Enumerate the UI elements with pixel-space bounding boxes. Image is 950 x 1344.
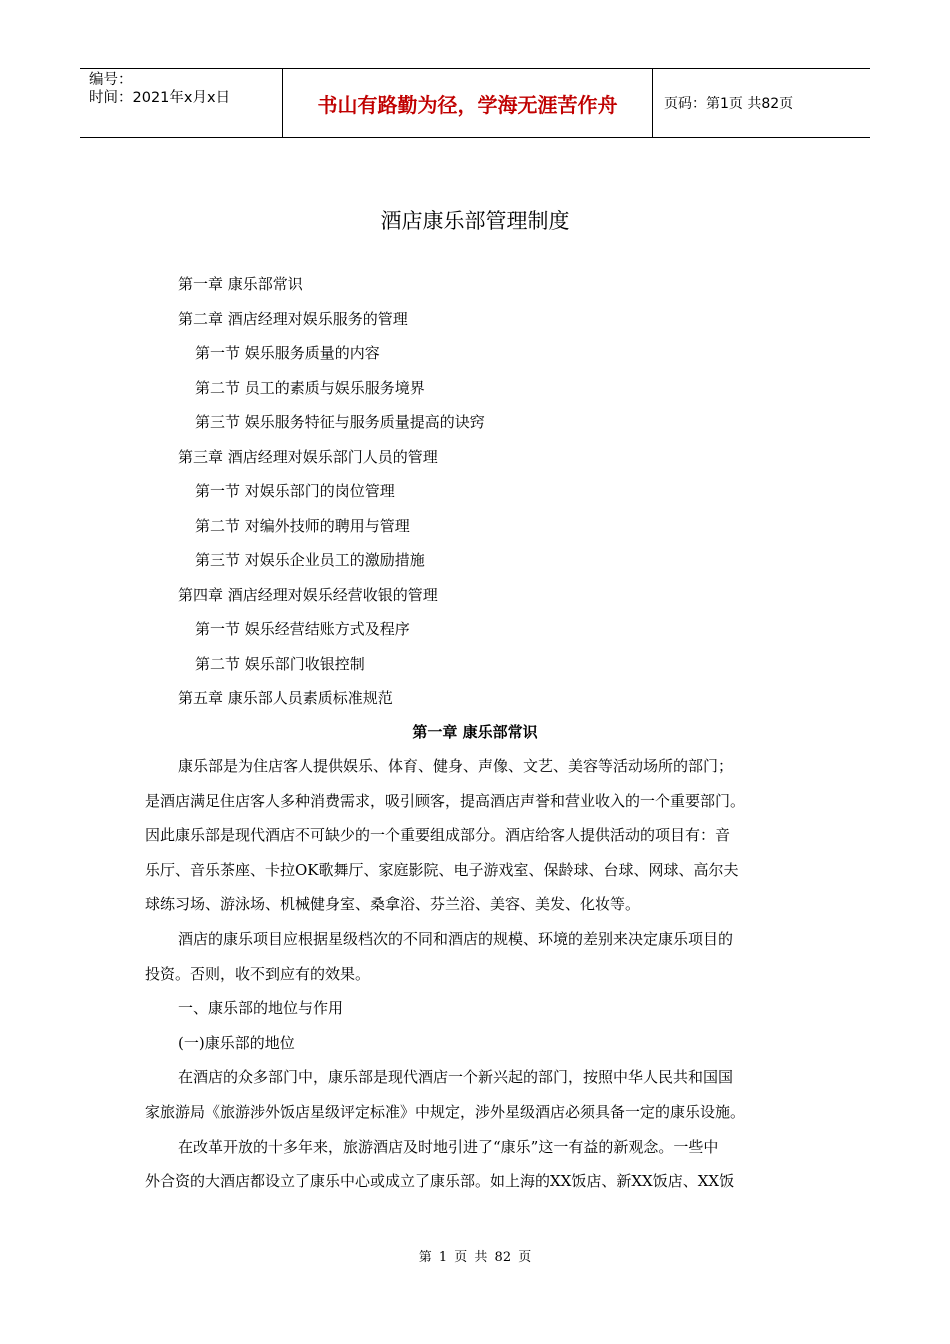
page-footer: 第 1 页 共 82 页 xyxy=(418,1250,532,1265)
body-line: 是酒店满足住店客人多种消费需求，吸引顾客，提高酒店声誉和营业收入的一个重要部门。 xyxy=(145,791,746,810)
header-motto-cell xyxy=(282,69,653,137)
toc-chapter: 第二章 酒店经理对娱乐服务的管理 xyxy=(178,309,408,328)
header-page-cell xyxy=(653,69,870,137)
toc-section: 第二节 娱乐部门收银控制 xyxy=(195,654,365,673)
body-line: 康乐部是为住店客人提供娱乐、体育、健身、声像、文艺、美容等活动场所的部门； xyxy=(178,757,734,775)
toc-section: 第一节 娱乐服务质量的内容 xyxy=(195,344,380,362)
toc-section: 第三节 对娱乐企业员工的激励措施 xyxy=(195,551,425,569)
number-label: 编号： xyxy=(89,72,133,88)
toc-section: 第一节 对娱乐部门的岗位管理 xyxy=(195,482,395,500)
time-label: 时间：2021年x月x日 xyxy=(89,90,231,106)
body-line: 乐厅、音乐茶座、卡拉OK歌舞厅、家庭影院、电子游戏室、保龄球、台球、网球、高尔夫 xyxy=(145,860,739,879)
body-line: 因此康乐部是现代酒店不可缺少的一个重要组成部分。酒店给客人提供活动的项目有：音 xyxy=(145,826,731,845)
chapter-heading: 第一章 康乐部常识 xyxy=(412,723,538,741)
body-line: 在改革开放的十多年来，旅游酒店及时地引进了“康乐”这一有益的新观念。一些中 xyxy=(178,1137,719,1156)
document-title: 酒店康乐部管理制度 xyxy=(380,209,570,233)
page-info: 页码：第1页 共82页 xyxy=(664,96,794,112)
toc-section: 第三节 娱乐服务特征与服务质量提高的诀窍 xyxy=(195,413,485,431)
body-line: 家旅游局《旅游涉外饭店星级评定标准》中规定，涉外星级酒店必须具备一定的康乐设施。 xyxy=(145,1103,746,1121)
motto-text: 书山有路勤为径，学海无涯苦作舟 xyxy=(317,92,618,117)
body-line: (一)康乐部的地位 xyxy=(178,1033,295,1052)
body-line: 外合资的大酒店都设立了康乐中心或成立了康乐部。如上海的XX饭店、新XX饭店、XX饭 xyxy=(145,1172,735,1191)
body-line: 在酒店的众多部门中，康乐部是现代酒店一个新兴起的部门，按照中华人民共和国国 xyxy=(178,1068,734,1087)
body-line: 投资。否则，收不到应有的效果。 xyxy=(145,964,371,983)
toc-chapter: 第一章 康乐部常识 xyxy=(178,275,303,293)
toc-chapter: 第五章 康乐部人员素质标准规范 xyxy=(178,689,393,707)
body-line: 酒店的康乐项目应根据星级档次的不同和酒店的规模、环境的差别来决定康乐项目的 xyxy=(178,930,734,948)
header-left-cell xyxy=(80,69,282,137)
toc-chapter: 第四章 酒店经理对娱乐经营收银的管理 xyxy=(178,585,438,604)
body-line: 一、康乐部的地位与作用 xyxy=(178,999,344,1018)
toc-section: 第二节 对编外技师的聘用与管理 xyxy=(195,516,410,535)
toc-section: 第二节 员工的素质与娱乐服务境界 xyxy=(195,378,425,397)
toc-chapter: 第三章 酒店经理对娱乐部门人员的管理 xyxy=(178,447,438,466)
toc-section: 第一节 娱乐经营结账方式及程序 xyxy=(195,620,410,638)
document-header xyxy=(80,68,870,138)
body-line: 球练习场、游泳场、机械健身室、桑拿浴、芬兰浴、美容、美发、化妆等。 xyxy=(145,895,641,914)
